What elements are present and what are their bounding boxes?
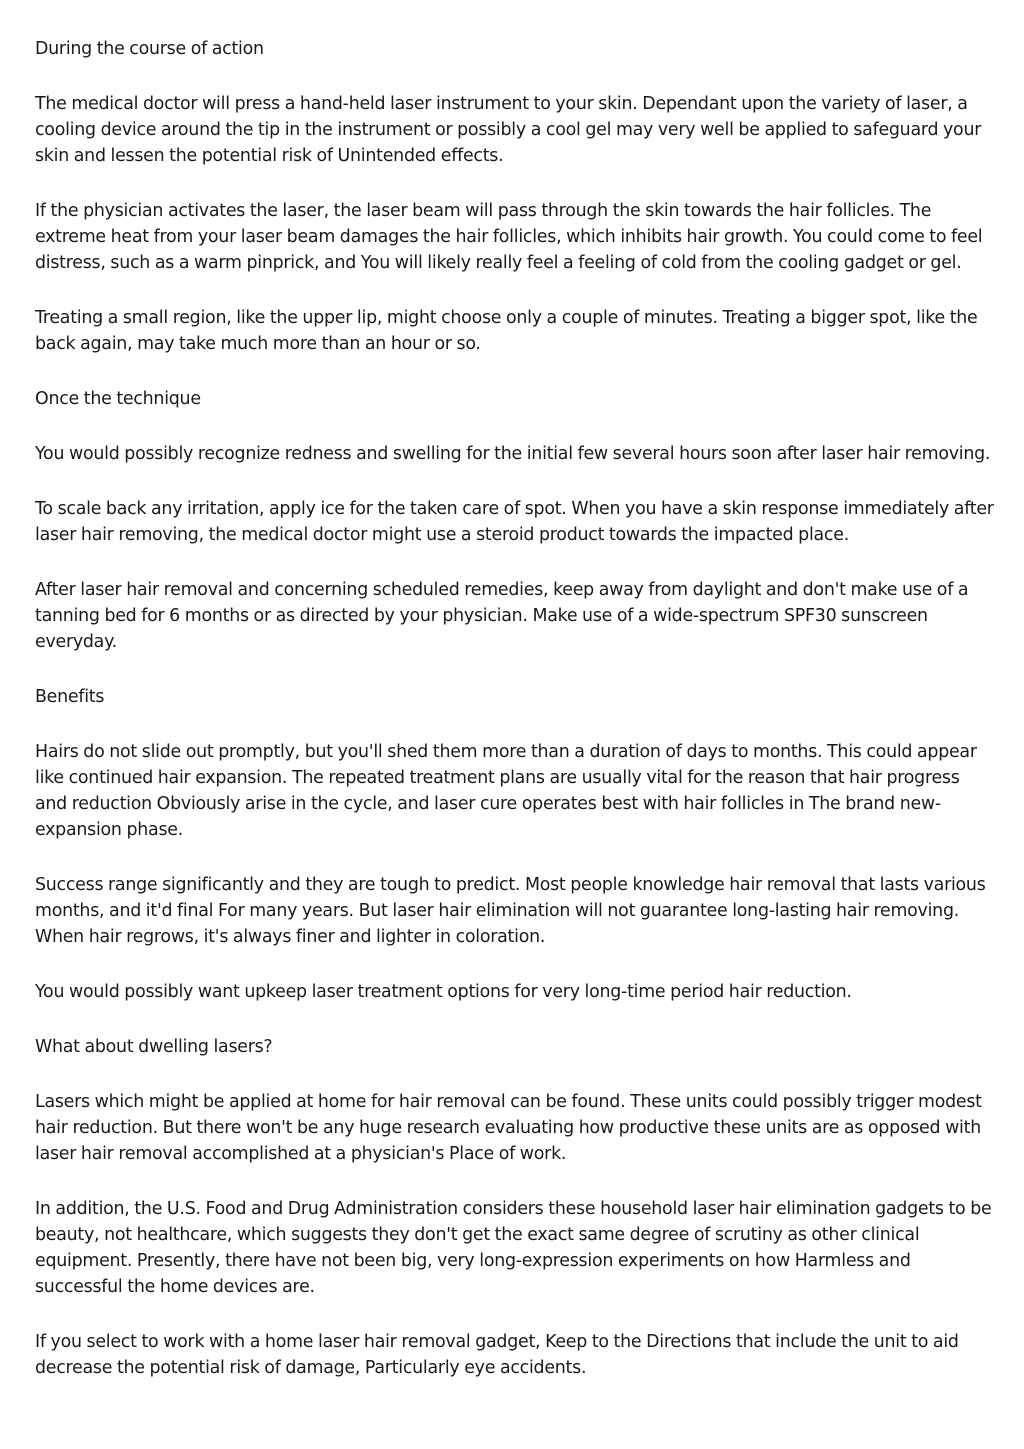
section-heading-benefits: Benefits: [35, 687, 105, 707]
paragraph: You would possibly want upkeep laser treatment options for very long-time period hair reduction.: [35, 982, 852, 1002]
paragraph: You would possibly recognize redness and swelling for the initial few several hours soon after laser hair removing.: [35, 444, 991, 464]
paragraph: After laser hair removal and concerning scheduled remedies, keep away from daylight and don't make use of a tanning bed for 6 months or as directed by your physician. Make use of a wide-spectrum SPF30 sunscreen everyday.: [35, 580, 969, 652]
paragraph: The medical doctor will press a hand-held laser instrument to your skin. Dependant upon the variety of laser, a cooling device around the tip in the instrument or possibly a cool gel may very well be applied to safeguard your skin and lessen the potential risk of Unintended effects.: [35, 94, 982, 166]
paragraph: To scale back any irritation, apply ice for the taken care of spot. When you have a skin response immediately after laser hair removing, the medical doctor might use a steroid product towards the impacted place.: [35, 499, 994, 545]
paragraph: If the physician activates the laser, the laser beam will pass through the skin towards the hair follicles. The extreme heat from your laser beam damages the hair follicles, which inhibits hair growth. You could come to feel distress, such as a warm pinprick, and You will likely really feel a feeling of cold from the cooling gadget or gel.: [35, 201, 983, 273]
paragraph: Lasers which might be applied at home for hair removal can be found. These units could possibly trigger modest hair reduction. But there won't be any huge research evaluating how productive these units are as opposed with laser hair removal accomplished at a physician's Place of work.: [35, 1092, 982, 1164]
section-heading-home-lasers: What about dwelling lasers?: [35, 1037, 273, 1057]
paragraph: In addition, the U.S. Food and Drug Administration considers these household laser hair elimination gadgets to be beauty, not healthcare, which suggests they don't get the exact same degree of scrutiny as other clinical equipment. Presently, there have not been big, very long-expression experiments on how Harmless and successful the home devices are.: [35, 1199, 992, 1297]
paragraph: Treating a small region, like the upper lip, might choose only a couple of minutes. Treating a bigger spot, like the back again, may take much more than an hour or so.: [35, 308, 978, 354]
paragraph: Success range significantly and they are tough to predict. Most people knowledge hair removal that lasts various months, and it'd final For many years. But laser hair elimination will not guarantee long-lasting hair removing. When hair regrows, it's always finer and lighter in coloration.: [35, 875, 986, 947]
section-heading-procedure: During the course of action: [35, 39, 264, 59]
document-body: [35, 36, 995, 1410]
paragraph: If you select to work with a home laser hair removal gadget, Keep to the Directions that include the unit to aid decrease the potential risk of damage, Particularly eye accidents.: [35, 1332, 959, 1378]
section-heading-after: Once the technique: [35, 389, 201, 409]
paragraph: Hairs do not slide out promptly, but you'll shed them more than a duration of days to months. This could appear like continued hair expansion. The repeated treatment plans are usually vital for the reason that hair progress and reduction Obviously arise in the cycle, and laser cure operates best with hair follicles in The brand new-expansion phase.: [35, 742, 977, 840]
